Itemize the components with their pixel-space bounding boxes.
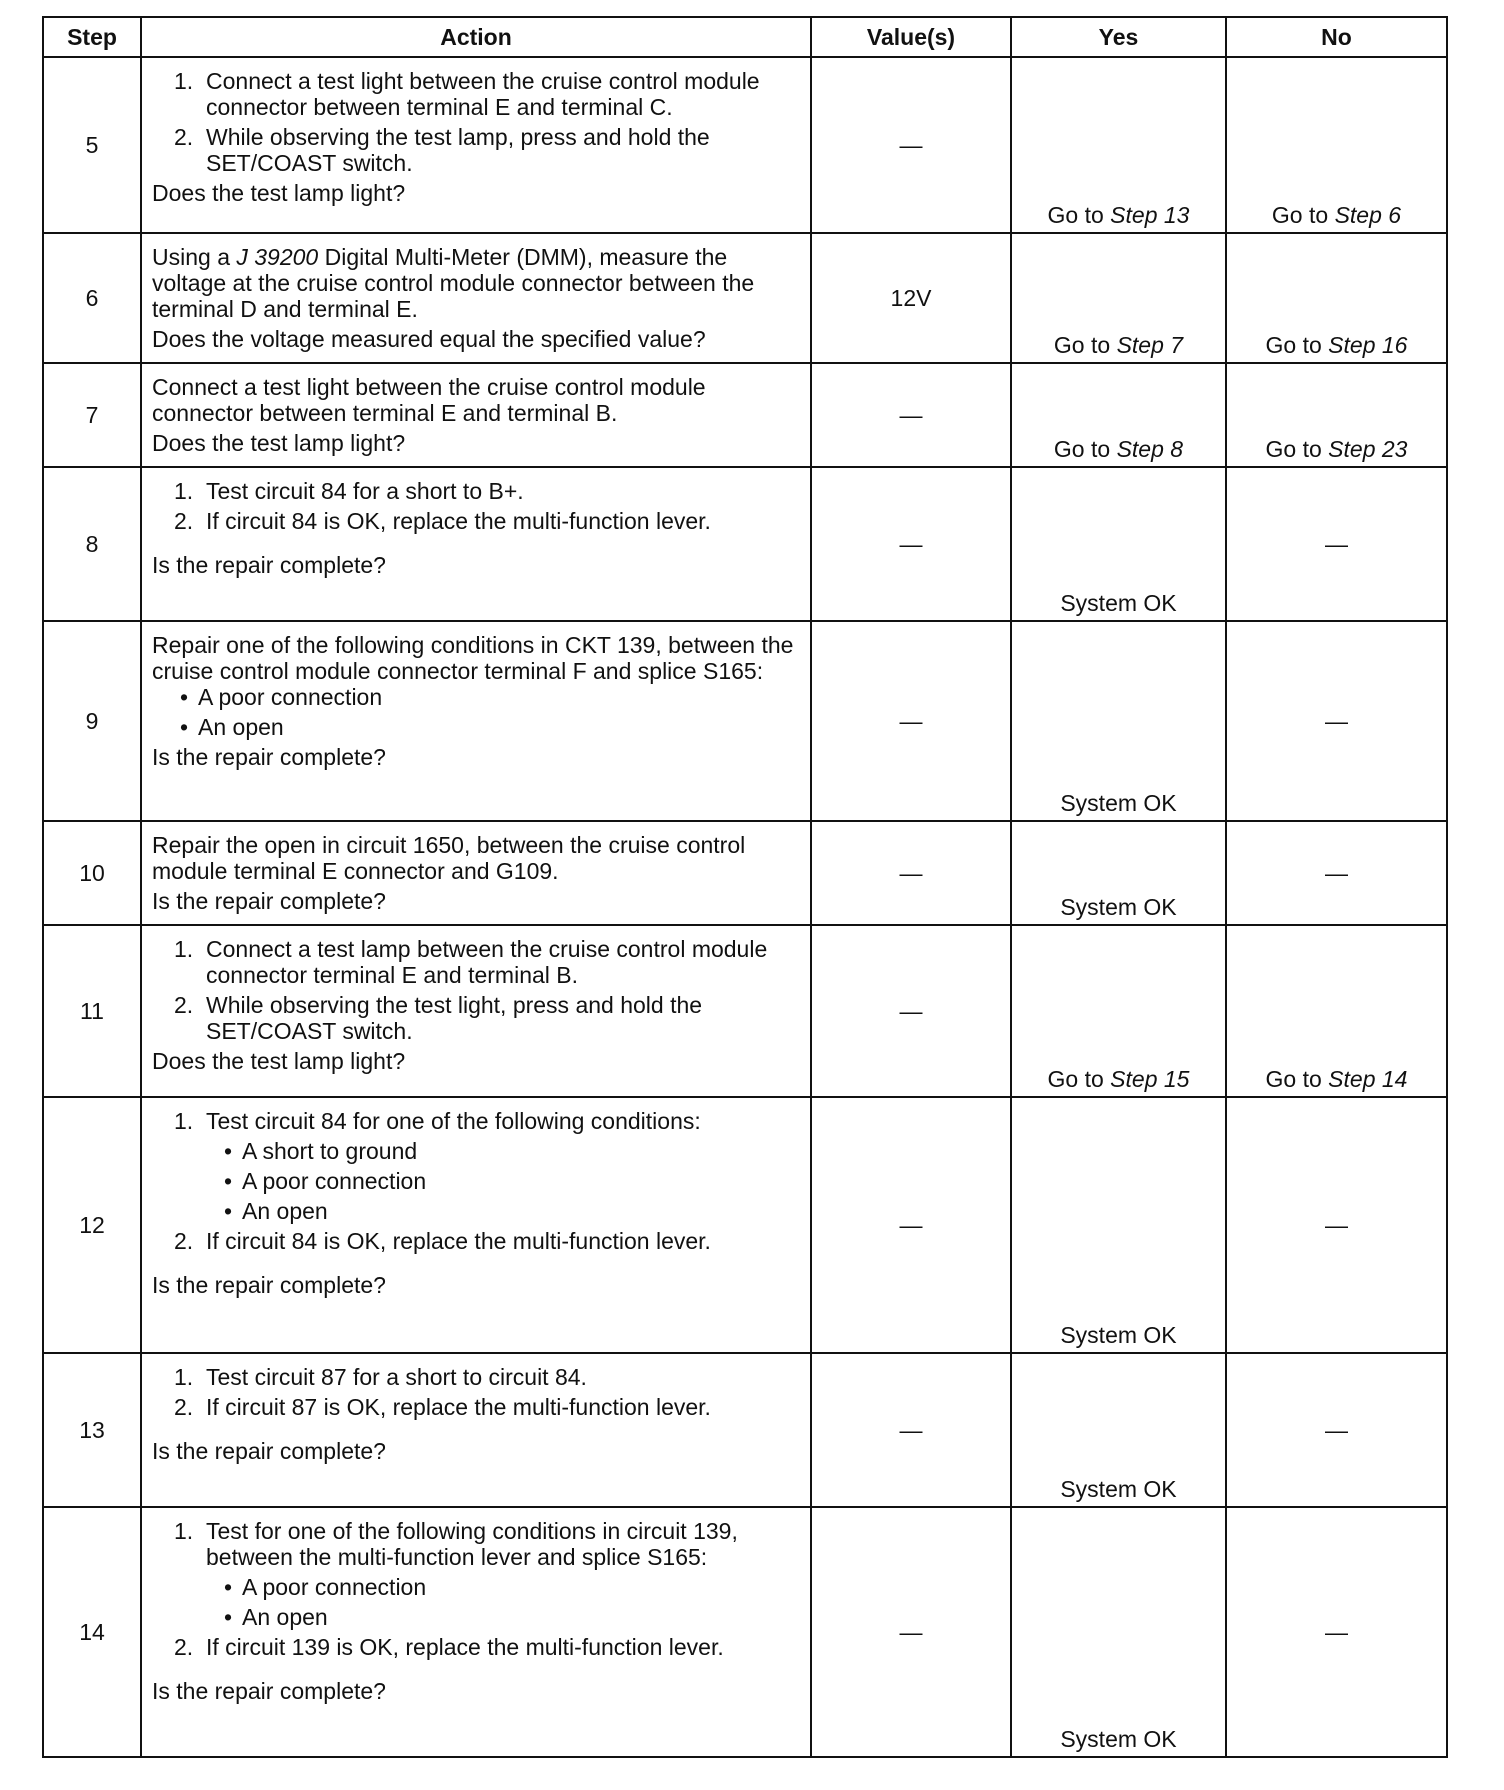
table-row <box>43 621 1447 821</box>
step-number: 12 <box>43 1097 141 1353</box>
table-row <box>43 1097 1447 1353</box>
value-cell: — <box>811 1353 1011 1507</box>
numbered-item: 1. Connect a test light between the cruise control module connector between terminal E and terminal C. <box>174 68 760 120</box>
numbered-item: 2. If circuit 87 is OK, replace the multi-function lever. <box>174 1394 711 1420</box>
step-number: 10 <box>43 821 141 925</box>
bullet-item: • An open <box>152 714 804 740</box>
no-cell: — <box>1226 467 1447 621</box>
no-cell: — <box>1226 821 1447 925</box>
action-cell: Using a J 39200 Digital Multi-Meter (DMM), measure the voltage at the cruise control module connector between the terminal D and terminal E. Does the voltage measured equal the specified value? <box>141 233 811 363</box>
diagnostic-table <box>42 16 1448 1758</box>
header-values: Value(s) <box>811 17 1011 57</box>
value-cell: — <box>811 925 1011 1097</box>
action-cell <box>141 57 811 233</box>
bullet-item: • An open <box>152 1198 804 1224</box>
question: Does the test lamp light? <box>152 1048 406 1074</box>
table-row <box>43 821 1447 925</box>
numbered-item: 2. While observing the test lamp, press and hold the SET/COAST switch. <box>174 124 710 176</box>
table-row <box>43 925 1447 1097</box>
value-cell: — <box>811 363 1011 467</box>
action-cell <box>141 467 811 621</box>
action-cell <box>141 1507 811 1757</box>
bullet-item: • A poor connection <box>152 1574 804 1600</box>
table-row <box>43 233 1447 363</box>
step-number: 14 <box>43 1507 141 1757</box>
value-cell: — <box>811 467 1011 621</box>
numbered-item: 1. Test circuit 84 for one of the following conditions: <box>174 1108 701 1134</box>
no-cell: — <box>1226 1507 1447 1757</box>
header-no: No <box>1226 17 1447 57</box>
tool-number: J 39200 <box>236 244 319 270</box>
action-cell <box>141 1353 811 1507</box>
question: Is the repair complete? <box>152 1438 386 1464</box>
action-cell: Repair one of the following conditions in CKT 139, between the cruise control module connector terminal F and splice S165: • A poor connection • An open Is the repair complete? <box>141 621 811 821</box>
value-cell: — <box>811 621 1011 821</box>
header-yes: Yes <box>1011 17 1226 57</box>
yes-cell: System OK <box>1011 467 1226 621</box>
header-step: Step <box>43 17 141 57</box>
numbered-item: 1. Test for one of the following conditions in circuit 139, between the multi-function lever and splice S165: <box>174 1518 738 1570</box>
header-action: Action <box>141 17 811 57</box>
yes-cell: System OK <box>1011 821 1226 925</box>
step-number: 8 <box>43 467 141 621</box>
question: Is the repair complete? <box>152 1678 386 1704</box>
no-cell: — <box>1226 1097 1447 1353</box>
table-row <box>43 1507 1447 1757</box>
yes-cell: Go to Step 8 <box>1011 363 1226 467</box>
bullet-item: • A poor connection <box>152 1168 804 1194</box>
question: Is the repair complete? <box>152 1272 386 1298</box>
numbered-item: 1. Test circuit 84 for a short to B+. <box>174 478 524 504</box>
yes-cell: Go to Step 13 <box>1011 57 1226 233</box>
numbered-item: 2. If circuit 84 is OK, replace the multi-function lever. <box>174 508 711 534</box>
action-cell <box>141 925 811 1097</box>
numbered-item: 1. Connect a test lamp between the cruise control module connector terminal E and terminal B. <box>174 936 768 988</box>
value-cell: — <box>811 1097 1011 1353</box>
no-cell: Go to Step 14 <box>1226 925 1447 1097</box>
table-row <box>43 1353 1447 1507</box>
question: Is the repair complete? <box>152 744 386 770</box>
no-cell: — <box>1226 1353 1447 1507</box>
question: Is the repair complete? <box>152 888 386 914</box>
numbered-item: 2. If circuit 84 is OK, replace the multi-function lever. <box>174 1228 711 1254</box>
numbered-item: 1. Test circuit 87 for a short to circuit 84. <box>174 1364 587 1390</box>
no-cell: Go to Step 16 <box>1226 233 1447 363</box>
value-cell: — <box>811 821 1011 925</box>
yes-cell: System OK <box>1011 1097 1226 1353</box>
question: Does the voltage measured equal the specified value? <box>152 326 706 352</box>
numbered-item: 2. While observing the test light, press and hold the SET/COAST switch. <box>174 992 703 1044</box>
question: Does the test lamp light? <box>152 180 406 206</box>
yes-cell: System OK <box>1011 1507 1226 1757</box>
value-cell: — <box>811 57 1011 233</box>
step-number: 5 <box>43 57 141 233</box>
bullet-item: • A short to ground <box>152 1138 804 1164</box>
yes-cell: Go to Step 7 <box>1011 233 1226 363</box>
yes-cell: System OK <box>1011 621 1226 821</box>
step-number: 13 <box>43 1353 141 1507</box>
no-cell: Go to Step 6 <box>1226 57 1447 233</box>
yes-cell: Go to Step 15 <box>1011 925 1226 1097</box>
numbered-item: 2. If circuit 139 is OK, replace the multi-function lever. <box>174 1634 724 1660</box>
bullet-item: • A poor connection <box>152 684 804 710</box>
table-row <box>43 363 1447 467</box>
table-row <box>43 467 1447 621</box>
no-cell: — <box>1226 621 1447 821</box>
step-number: 7 <box>43 363 141 467</box>
question: Is the repair complete? <box>152 552 386 578</box>
value-cell: — <box>811 1507 1011 1757</box>
yes-cell: System OK <box>1011 1353 1226 1507</box>
header-row <box>43 17 1447 57</box>
action-cell: Repair the open in circuit 1650, between the cruise control module terminal E connector and G109. Is the repair complete? <box>141 821 811 925</box>
step-number: 6 <box>43 233 141 363</box>
no-cell: Go to Step 23 <box>1226 363 1447 467</box>
action-cell: Connect a test light between the cruise control module connector between terminal E and terminal B. Does the test lamp light? <box>141 363 811 467</box>
step-number: 9 <box>43 621 141 821</box>
bullet-item: • An open <box>152 1604 804 1630</box>
question: Does the test lamp light? <box>152 430 406 456</box>
value-cell: 12V <box>811 233 1011 363</box>
step-number: 11 <box>43 925 141 1097</box>
table-row <box>43 57 1447 233</box>
action-cell <box>141 1097 811 1353</box>
